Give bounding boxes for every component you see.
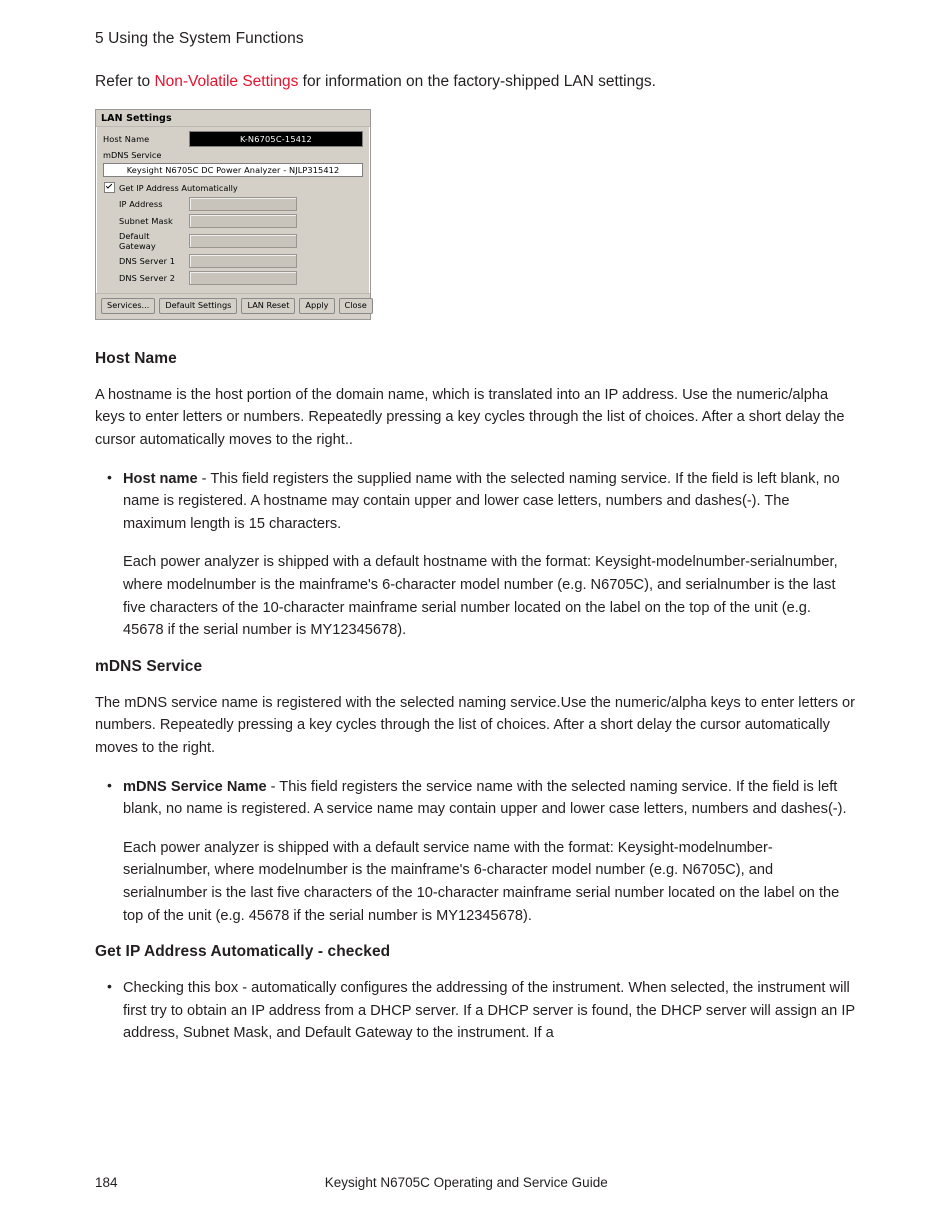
footer-title: Keysight N6705C Operating and Service Guide (324, 1175, 608, 1190)
host-name-paragraph: A hostname is the host portion of the domain name, which is translated into an IP address. Use the numeric/alpha keys to enter letters or numbers. Repeatedly pressing a key cycles through the list of choices. After a short delay the cursor automatically moves to the right.. (95, 386, 845, 448)
mdns-service-label: mDNS Service (103, 150, 162, 161)
get-ip-bullet-list (95, 977, 855, 1045)
ip-address-row (103, 197, 363, 211)
host-name-input[interactable]: K-N6705C-15412 (189, 131, 363, 147)
dialog-title: LAN Settings (96, 110, 370, 127)
subnet-mask-label: Subnet Mask (119, 216, 173, 227)
dns-server-1-input[interactable] (189, 254, 297, 268)
dns-server-2-input[interactable] (189, 271, 297, 285)
intro-text-after: for information on the factory-shipped LAN settings. (298, 73, 656, 90)
mdns-bullet-list (95, 776, 855, 928)
host-name-bullet-text: - This field registers the supplied name with the selected naming service. If the field is left blank, no name is registered. A hostname may contain upper and lower case letters, numbers and dashes(-). The maximum length is 15 characters. (123, 470, 840, 532)
apply-button[interactable]: Apply (299, 298, 334, 313)
default-gateway-row (103, 231, 363, 251)
default-gateway-input[interactable] (189, 234, 297, 248)
mdns-service-input[interactable]: Keysight N6705C DC Power Analyzer - NJLP315412 (103, 163, 363, 177)
dns-server-2-label: DNS Server 2 (119, 273, 176, 284)
subnet-mask-row (103, 214, 363, 228)
page-number: 184 (95, 1175, 118, 1190)
host-name-default-format-text: Each power analyzer is shipped with a default hostname with the format: Keysight-modelnumber-serialnumber, where modelnumber is the mainframe's 6-character model number (e.g. N6705C), and serialnumber is the last five characters of the 10-character mainframe serial number located on the label on the top of the unit (e.g. 45678 if the serial number is MY12345678). (123, 554, 838, 639)
default-settings-button[interactable]: Default Settings (159, 298, 237, 313)
default-gateway-label: Default Gateway (119, 231, 156, 252)
mdns-bullet-term: mDNS Service Name (123, 778, 267, 795)
list-item (123, 837, 855, 927)
ip-address-input[interactable] (189, 197, 297, 211)
mdns-bullet-text: - This field registers the service name with the selected naming service. If the field is left blank, no name is registered. A service name may contain upper and lower case letters, numbers and dashes(-). (123, 778, 847, 818)
dialog-body (96, 127, 370, 293)
lan-settings-dialog (95, 109, 371, 319)
mdns-default-format-text: Each power analyzer is shipped with a default service name with the format: Keysight-modelnumber-serialnumber, where modelnumber is the mainframe's 6-character model number (e.g. N6705C), and serialnumber is the last five characters of the 10-character mainframe serial number located on the label on the top of the unit (e.g. 45678 if the serial number is MY12345678). (123, 839, 840, 924)
chapter-heading: 5 Using the System Functions (95, 30, 304, 47)
page-footer (95, 1175, 855, 1190)
dns-server-1-row (103, 254, 363, 268)
dns-server-1-label: DNS Server 1 (119, 256, 176, 267)
dialog-button-row (96, 293, 370, 318)
non-volatile-settings-link[interactable]: Non-Volatile Settings (154, 73, 299, 90)
intro-text-before: Refer to (95, 73, 155, 90)
get-ip-bullet-text: Checking this box - automatically configures the addressing of the instrument. When selected, the instrument will first try to obtain an IP address from a DHCP server. If a DHCP server is found, the DHCP server will assign an IP address, Subnet Mask, and Default Gateway to the instrument. If a (123, 980, 855, 1042)
get-ip-checkbox[interactable] (104, 182, 115, 193)
list-item (123, 977, 855, 1045)
intro-paragraph (95, 71, 855, 93)
list-item (123, 551, 855, 641)
host-name-bullet-list (95, 468, 855, 642)
section-heading-get-ip-address: Get IP Address Automatically - checked (95, 943, 391, 961)
list-item (123, 468, 855, 536)
get-ip-checkbox-label: Get IP Address Automatically (119, 182, 238, 193)
section-heading-mdns-service: mDNS Service (95, 657, 203, 675)
lan-reset-button[interactable]: LAN Reset (241, 298, 295, 313)
host-name-label: Host Name (103, 134, 150, 145)
get-ip-automatically-checkbox-row[interactable] (104, 182, 363, 193)
section-heading-host-name: Host Name (95, 349, 177, 367)
services-button[interactable]: Services... (101, 298, 155, 313)
host-name-row (103, 131, 363, 147)
subnet-mask-input[interactable] (189, 214, 297, 228)
dns-server-2-row (103, 271, 363, 285)
ip-address-label: IP Address (119, 199, 163, 210)
close-button[interactable]: Close (339, 298, 373, 313)
mdns-paragraph: The mDNS service name is registered with the selected naming service.Use the numeric/alpha keys to enter letters or numbers. Repeatedly pressing a key cycles through the list of choices. After a short delay the cursor automatically moves to the right. (95, 694, 856, 756)
list-item (123, 776, 855, 821)
host-name-bullet-term: Host name (123, 470, 198, 487)
